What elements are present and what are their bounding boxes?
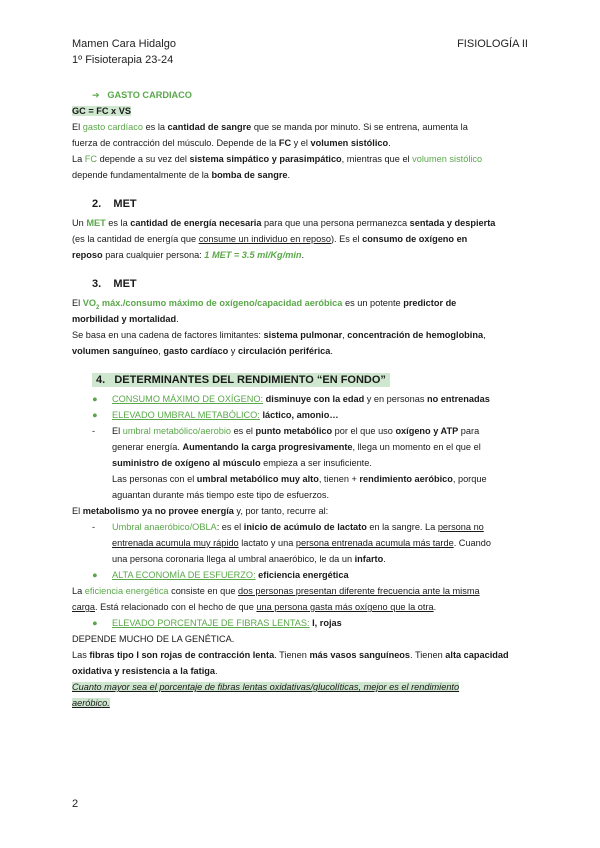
paragraph-line: depende fundamentalmente de la bomba de sangre. [72,170,291,180]
dash-item: - El umbral metabólico/aerobio es el punto metabólico por el que uso oxígeno y ATP para [92,423,552,439]
arrow-icon: ➔ [92,90,100,100]
section-title: GASTO CARDIACO [107,90,192,100]
section-heading-met [92,196,137,212]
course-label: 1º Fisioterapia 23-24 [72,54,174,66]
paragraph-line: reposo para cualquier persona: 1 MET = 3.5 ml/Kg/min. [72,250,305,260]
paragraph-line: La FC depende a su vez del sistema simpático y parasimpático, mientras que el volumen sistólico [72,154,483,164]
paragraph-line: (es la cantidad de energía que consume un individuo en reposo). Es el consumo de oxígeno en [72,234,468,244]
highlighted-line: aeróbico. [72,698,110,708]
paragraph-line: La eficiencia energética consiste en que dos personas presentan diferente frecuencia ante la misma [72,586,480,596]
section-number: 4. [96,374,106,386]
gasto-heading [92,87,552,103]
paragraph-line: El $VO_2$ máx./consumo máximo de oxígeno/capacidad aeróbica es un potente predictor de [72,298,457,311]
section-heading-met-2 [92,276,137,292]
gasto-formula [72,103,532,119]
subject-label: FISIOLOGÍA II [457,38,528,50]
bullet-icon: ● [92,394,98,404]
section-title: MET [113,278,137,290]
paragraph-line: oxidativa y resistencia a la fatiga. [72,666,218,676]
paragraph-line: El gasto cardíaco es la cantidad de sangre que se manda por minuto. Si se entrena, aumenta la [72,122,468,132]
paragraph-line: fuerza de contracción del músculo. Depende de la FC y el volumen sistólico. [72,138,391,148]
bullet-item: ● CONSUMO MÁXIMO DE OXÍGENO: disminuye con la edad y en personas no entrenadas [92,391,552,407]
paragraph-line: carga. Está relacionado con el hecho de que una persona gasta más oxígeno que la otra. [72,602,437,612]
paragraph-line: Las fibras tipo I son rojas de contracción lenta. Tienen más vasos sanguíneos. Tienen alta capacidad [72,650,509,660]
bullet-icon: ● [92,618,98,628]
bullet-item: ● ELEVADO PORCENTAJE DE FIBRAS LENTAS: I, rojas [92,615,552,631]
author-name: Mamen Cara Hidalgo [72,38,176,50]
section-heading-determinantes [92,372,390,388]
paragraph-line: Se basa en una cadena de factores limitantes: sistema pulmonar, concentración de hemoglobina, [72,330,486,340]
page-number: 2 [72,798,79,810]
section-number: 3. [92,278,102,290]
paragraph-line: morbilidad y mortalidad. [72,314,179,324]
paragraph-line: una persona coronaria llega al umbral anaeróbico, le da un infarto. [112,554,386,564]
highlighted-line: Cuanto mayor sea el porcentaje de fibras lentas oxidativas/glucolíticas, mejor es el rendimiento [72,682,460,692]
paragraph-line: Las personas con el umbral metabólico muy alto, tienen + rendimiento aeróbico, porque [112,474,487,484]
bullet-icon: ● [92,570,98,580]
formula: GC = FC x VS [72,106,131,116]
section-title: DETERMINANTES DEL RENDIMIENTO “EN FONDO” [114,374,386,386]
dash-item: - Umbral anaeróbico/OBLA: es el inicio de acúmulo de lactato en la sangre. La persona no [92,519,552,535]
paragraph-line: entrenada acumula muy rápido lactato y una persona entrenada acumula más tarde. Cuando [112,538,491,548]
paragraph-line: aguantan durante más tiempo este tipo de esfuerzos. [112,490,330,500]
section-title: MET [113,198,137,210]
paragraph-line: generar energía. Aumentando la carga progresivamente, llega un momento en el que el [112,442,481,452]
paragraph-line: DEPENDE MUCHO DE LA GENÉTICA. [72,634,235,644]
bullet-item: ● ELEVADO UMBRAL METABÓLICO: láctico, amonio… [92,407,552,423]
paragraph-line: suministro de oxígeno al músculo empieza a ser insuficiente. [112,458,372,468]
paragraph-line: El metabolismo ya no provee energía y, por tanto, recurre al: [72,506,329,516]
dash-icon: - [92,522,96,532]
paragraph-line: volumen sanguíneo, gasto cardíaco y circulación periférica. [72,346,333,356]
bullet-icon: ● [92,410,98,420]
bullet-item: ● ALTA ECONOMÍA DE ESFUERZO: eficiencia energética [92,567,552,583]
dash-icon: - [92,426,96,436]
section-number: 2. [92,198,102,210]
paragraph-line: Un MET es la cantidad de energía necesaria para que una persona permanezca sentada y despierta [72,218,496,228]
